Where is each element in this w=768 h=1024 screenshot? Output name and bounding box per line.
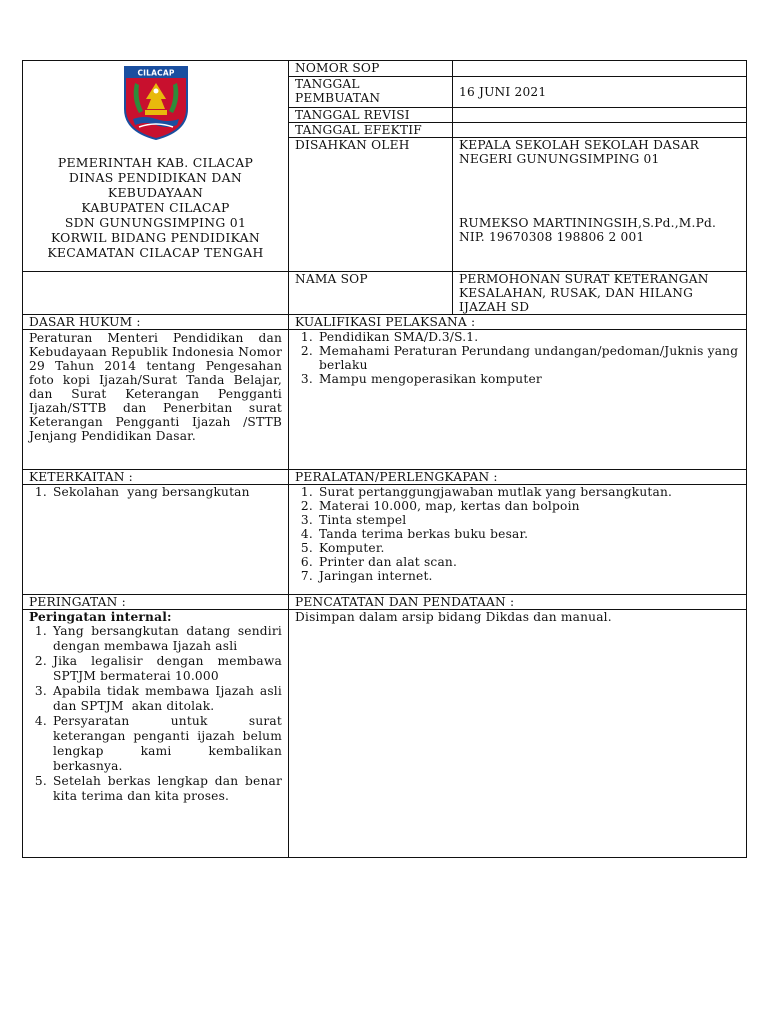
- dasar-hukum-text: Peraturan Menteri Pendidikan dan Kebudayaan Republik Indonesia Nomor 29 Tahun 2014 tentang Pengesahan foto kopi Ijazah/Surat Tanda Belajar, dan Surat Keterangan Pengganti Ijazah/STTB dan Penerbitan surat Keterangan Pengganti Ijazah /STTB Jenjang Pendidikan Dasar.: [23, 330, 289, 470]
- logo-text: CILACAP: [136, 68, 175, 78]
- list-item: 7. Jaringan internet.: [317, 569, 740, 583]
- peringatan-list: [29, 624, 287, 804]
- peralatan-list: [295, 485, 740, 583]
- peringatan-cell: [23, 610, 289, 858]
- signer-nip: NIP. 19670308 198806 2 001: [459, 230, 645, 245]
- tanggal-efektif-value: [453, 122, 747, 137]
- tanggal-pembuatan-value: 16 JUNI 2021: [453, 77, 747, 107]
- kualifikasi-label: KUALIFIKASI PELAKSANA :: [289, 315, 747, 330]
- org-line: SDN GUNUNGSIMPING 01: [64, 215, 247, 230]
- nomor-sop-label: NOMOR SOP: [289, 61, 453, 77]
- disahkan-cell: [453, 138, 747, 272]
- list-item: 5. Setelah berkas lengkap dan benar kita terima dan kita proses.: [51, 774, 282, 804]
- list-item: 1. Sekolahan yang bersangkutan: [51, 485, 282, 499]
- peringatan-subtitle: Peringatan internal:: [29, 610, 172, 624]
- keterkaitan-label: KETERKAITAN :: [23, 470, 289, 485]
- header-org-cell: [23, 61, 289, 272]
- nomor-sop-value: [453, 61, 747, 77]
- kualifikasi-cell: [289, 330, 747, 470]
- list-item: 3. Tinta stempel: [317, 513, 740, 527]
- pencatatan-text: Disimpan dalam arsip bidang Dikdas dan manual.: [289, 610, 747, 858]
- org-name-block: [29, 155, 282, 260]
- org-line: KORWIL BIDANG PENDIDIKAN: [50, 230, 261, 245]
- tanggal-pembuatan-label: TANGGAL PEMBUATAN: [289, 77, 453, 107]
- list-item: 2. Memahami Peraturan Perundang undangan/pedoman/Juknis yang berlaku: [317, 344, 740, 372]
- disahkan-label: DISAHKAN OLEH: [289, 138, 453, 272]
- list-item: 5. Komputer.: [317, 541, 740, 555]
- kualifikasi-list: [295, 330, 740, 386]
- list-item: 2. Materai 10.000, map, kertas dan bolpoin: [317, 499, 740, 513]
- list-item: 4. Persyaratan untuk surat keterangan penganti ijazah belum lengkap kami kembalikan berkasnya.: [51, 714, 282, 774]
- org-line: PEMERINTAH KAB. CILACAP: [57, 155, 254, 170]
- list-item: 4. Tanda terima berkas buku besar.: [317, 527, 740, 541]
- list-item: 6. Printer dan alat scan.: [317, 555, 740, 569]
- nama-sop-label: NAMA SOP: [289, 272, 453, 315]
- tanggal-efektif-label: TANGGAL EFEKTIF: [289, 122, 453, 137]
- cilacap-logo-icon: [121, 65, 191, 141]
- list-item: 3. Apabila tidak membawa Ijazah asli dan SPTJM akan ditolak.: [51, 684, 282, 714]
- keterkaitan-cell: [23, 485, 289, 595]
- list-item: 1. Surat pertanggungjawaban mutlak yang bersangkutan.: [317, 485, 740, 499]
- org-line: KEBUDAYAAN: [107, 185, 204, 200]
- tanggal-revisi-value: [453, 107, 747, 122]
- signer-name: RUMEKSO MARTININGSIH,S.Pd.,M.Pd.: [459, 216, 717, 231]
- org-line: KABUPATEN CILACAP: [81, 200, 230, 215]
- keterkaitan-list: [29, 485, 282, 499]
- org-line: DINAS PENDIDIKAN DAN: [68, 170, 243, 185]
- list-item: 3. Mampu mengoperasikan komputer: [317, 372, 740, 386]
- sop-table: [22, 60, 747, 858]
- org-line: KECAMATAN CILACAP TENGAH: [47, 245, 264, 260]
- peralatan-label: PERALATAN/PERLENGKAPAN :: [289, 470, 747, 485]
- pencatatan-label: PENCATATAN DAN PENDATAAN :: [289, 595, 747, 610]
- list-item: 1. Pendidikan SMA/D.3/S.1.: [317, 330, 740, 344]
- list-item: 2. Jika legalisir dengan membawa SPTJM bermaterai 10.000: [51, 654, 282, 684]
- disahkan-value: KEPALA SEKOLAH SEKOLAH DASAR NEGERI GUNUNGSIMPING 01: [459, 138, 699, 167]
- peralatan-cell: [289, 485, 747, 595]
- tanggal-revisi-label: TANGGAL REVISI: [289, 107, 453, 122]
- list-item: 1. Yang bersangkutan datang sendiri dengan membawa Ijazah asli: [51, 624, 282, 654]
- empty-cell: [23, 272, 289, 315]
- dasar-hukum-label: DASAR HUKUM :: [23, 315, 289, 330]
- nama-sop-value: PERMOHONAN SURAT KETERANGAN KESALAHAN, RUSAK, DAN HILANG IJAZAH SD: [453, 272, 747, 315]
- peringatan-label: PERINGATAN :: [23, 595, 289, 610]
